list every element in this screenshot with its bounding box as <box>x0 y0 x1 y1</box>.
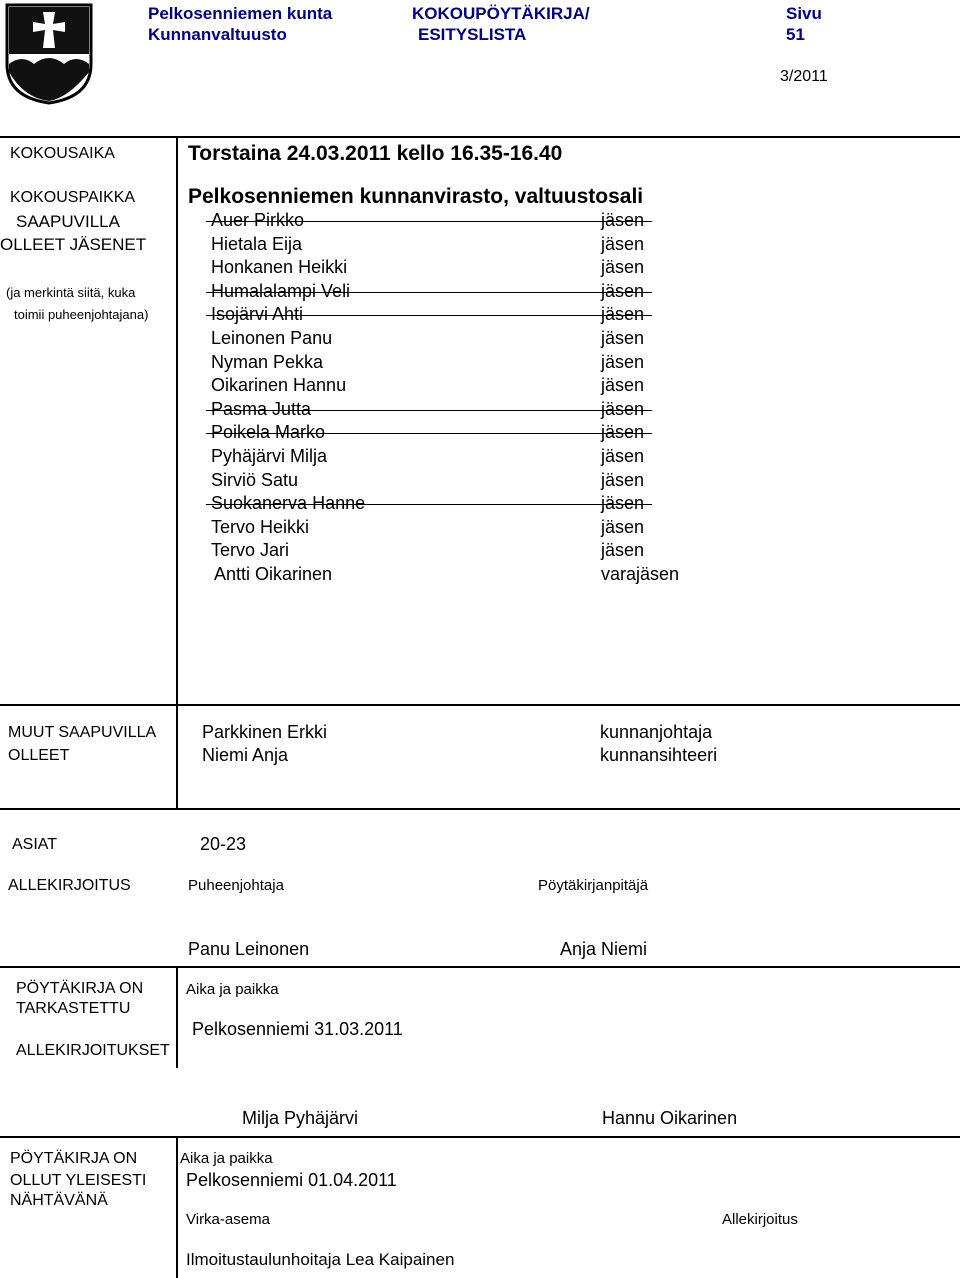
divider <box>0 808 960 810</box>
member-role: jäsen <box>601 210 645 230</box>
body-name: Kunnanvaltuusto <box>148 25 287 44</box>
member-name: Tervo Jari <box>211 540 290 560</box>
inspector-name: Hannu Oikarinen <box>602 1108 738 1128</box>
meeting-place: Pelkosenniemen kunnanvirasto, valtuustosali <box>188 185 644 208</box>
member-name: Honkanen Heikki <box>211 257 348 277</box>
strikethrough-line <box>206 433 652 434</box>
member-name: Isojärvi Ahti <box>211 304 304 324</box>
member-role: jäsen <box>601 352 645 372</box>
member-role: jäsen <box>601 281 645 301</box>
chair-name: Panu Leinonen <box>188 939 310 959</box>
document-type-2: ESITYSLISTA <box>418 25 527 44</box>
member-role: jäsen <box>601 304 645 324</box>
chair-note: (ja merkintä siitä, kuka <box>6 285 136 300</box>
member-name: Auer Pirkko <box>211 210 305 230</box>
matters-label: ASIAT <box>12 836 58 853</box>
member-role: jäsen <box>601 422 645 442</box>
member-role: jäsen <box>601 446 645 466</box>
meeting-time-label: KOKOUSAIKA <box>10 145 115 162</box>
other-person-name: Niemi Anja <box>202 745 289 765</box>
strikethrough-line <box>206 410 652 411</box>
meeting-time: Torstaina 24.03.2011 kello 16.35-16.40 <box>188 142 563 165</box>
other-person-role: kunnanjohtaja <box>600 722 713 742</box>
strikethrough-line <box>206 504 652 505</box>
inspection-label-3: ALLEKIRJOITUKSET <box>16 1042 170 1059</box>
inspection-label: PÖYTÄKIRJA ON <box>16 980 144 997</box>
signature-label: Allekirjoitus <box>722 1211 798 1228</box>
matters-value: 20-23 <box>200 834 247 854</box>
column-divider <box>176 136 178 808</box>
present-label-2: OLLEET JÄSENET <box>0 235 147 254</box>
inspector-name: Milja Pyhäjärvi <box>242 1108 359 1128</box>
chair-note-2: toimii puheenjohtajana) <box>14 307 149 322</box>
member-name: Poikela Marko <box>211 422 326 442</box>
issue-number: 3/2011 <box>780 68 828 85</box>
member-name: Suokanerva Hanne <box>211 493 366 513</box>
document-type: KOKOUPÖYTÄKIRJA/ <box>412 4 590 23</box>
divider <box>0 1136 960 1138</box>
member-role: jäsen <box>601 517 645 537</box>
position-holder: Ilmoitustaulunhoitaja Lea Kaipainen <box>186 1250 455 1269</box>
page-number: 51 <box>786 25 805 44</box>
other-person-role: kunnansihteeri <box>600 745 718 765</box>
member-name: Sirviö Satu <box>211 470 299 490</box>
column-divider <box>176 966 178 1068</box>
member-name: Humalalampi Veli <box>211 281 351 301</box>
member-role: jäsen <box>601 470 645 490</box>
member-name: Nyman Pekka <box>211 352 324 372</box>
display-place: Pelkosenniemi 01.04.2011 <box>186 1170 397 1190</box>
meeting-place-label: KOKOUSPAIKKA <box>10 189 136 206</box>
member-name: Leinonen Panu <box>211 328 333 348</box>
present-label: SAAPUVILLA <box>16 212 120 231</box>
municipality-name: Pelkosenniemen kunta <box>148 4 333 23</box>
member-role: jäsen <box>601 257 645 277</box>
position-label: Virka-asema <box>186 1211 270 1228</box>
other-person-name: Parkkinen Erkki <box>202 722 328 742</box>
column-divider <box>176 1136 178 1278</box>
member-role: jäsen <box>601 375 645 395</box>
member-name: Antti Oikarinen <box>214 564 333 584</box>
inspection-place-label: Aika ja paikka <box>186 981 279 998</box>
member-name: Pyhäjärvi Milja <box>211 446 328 466</box>
municipal-coat-of-arms <box>4 2 94 106</box>
member-name: Hietala Eija <box>211 234 303 254</box>
member-role: jäsen <box>601 493 645 513</box>
member-name: Tervo Heikki <box>211 517 310 537</box>
divider <box>0 136 960 138</box>
others-label: MUUT SAAPUVILLA <box>8 724 157 741</box>
display-label-2: OLLUT YLEISESTI <box>10 1172 147 1189</box>
display-label-3: NÄHTÄVÄNÄ <box>10 1192 108 1209</box>
secretary-name: Anja Niemi <box>560 939 648 959</box>
strikethrough-line <box>206 292 652 293</box>
strikethrough-line <box>206 315 652 316</box>
inspection-label-2: TARKASTETTU <box>16 1000 131 1017</box>
strikethrough-line <box>206 221 652 222</box>
inspection-place: Pelkosenniemi 31.03.2011 <box>192 1019 403 1039</box>
page-label: Sivu <box>786 4 822 23</box>
chair-label: Puheenjohtaja <box>188 877 284 894</box>
signatures-label: ALLEKIRJOITUS <box>8 877 131 894</box>
display-place-label: Aika ja paikka <box>180 1150 273 1167</box>
member-name: Pasma Jutta <box>211 399 312 419</box>
display-label: PÖYTÄKIRJA ON <box>10 1150 138 1167</box>
member-role: jäsen <box>601 399 645 419</box>
member-role: varajäsen <box>601 564 680 584</box>
divider <box>0 966 960 968</box>
divider <box>0 704 960 706</box>
member-role: jäsen <box>601 328 645 348</box>
others-label-2: OLLEET <box>8 747 70 764</box>
secretary-label: Pöytäkirjanpitäjä <box>538 877 649 894</box>
member-role: jäsen <box>601 234 645 254</box>
member-role: jäsen <box>601 540 645 560</box>
member-name: Oikarinen Hannu <box>211 375 347 395</box>
